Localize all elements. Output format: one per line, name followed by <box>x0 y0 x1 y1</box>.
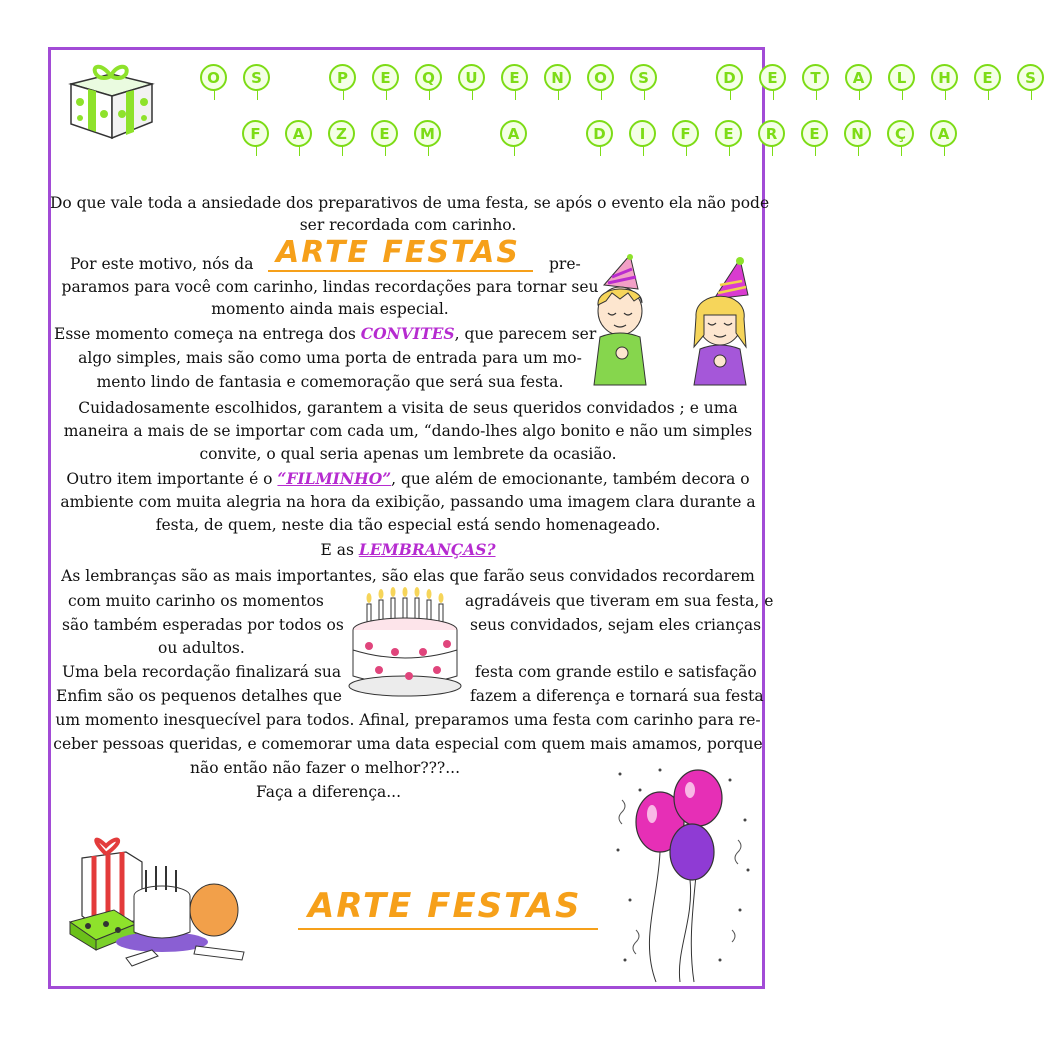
paragraph-line: algo simples, mais são como uma porta de entrada para um mo- <box>78 349 582 367</box>
title-letter-balloon: H <box>931 64 958 91</box>
title-letter-balloon: L <box>888 64 915 91</box>
brand-inline: ARTE FESTAS <box>276 235 520 270</box>
paragraph-line: festa, de quem, neste dia tão especial está sendo homenageado. <box>155 516 661 534</box>
paragraph-line: As lembranças são as mais importantes, são elas que farão seus convidados recordarem <box>61 567 755 585</box>
paragraph-line: maneira a mais de se importar com cada um, “dando-lhes algo bonito e não um simples <box>63 422 753 440</box>
paragraph-line: com muito carinho os momentos <box>68 592 324 610</box>
paragraph-line: convite, o qual seria apenas um lembrete da ocasião. <box>199 445 617 463</box>
title-space <box>543 120 570 147</box>
paragraph-line: fazem a diferença e tornará sua festa <box>470 687 764 705</box>
title-letter-balloon: F <box>242 120 269 147</box>
title-letter-balloon: A <box>500 120 527 147</box>
title-letter-balloon: U <box>458 64 485 91</box>
birthday-cake-icon <box>345 590 465 702</box>
paragraph-line: ceber pessoas queridas, e comemorar uma data especial com quem mais amamos, porque <box>53 735 763 753</box>
paragraph-line: Outro item importante é o “FILMINHO”, que além de emocionante, também decora o <box>66 469 750 488</box>
paragraph-line: E as LEMBRANÇAS? <box>320 540 496 559</box>
title-letter-balloon: Z <box>328 120 355 147</box>
paragraph-line: agradáveis que tiveram em sua festa, e <box>465 592 774 610</box>
brand-footer: ARTE FESTAS <box>308 886 582 926</box>
brand-underline <box>268 270 533 272</box>
paragraph-line: paramos para você com carinho, lindas recordações para tornar seu <box>61 278 599 296</box>
title-line-2 <box>242 120 973 147</box>
title-letter-balloon: E <box>759 64 786 91</box>
party-kids-icon <box>590 255 760 390</box>
title-space <box>673 64 700 91</box>
title-letter-balloon: R <box>758 120 785 147</box>
paragraph-line: Enfim são os pequenos detalhes que <box>56 687 342 705</box>
title-letter-balloon: Q <box>415 64 442 91</box>
brand-footer-underline <box>298 928 598 930</box>
paragraph-line: pre- <box>549 255 581 273</box>
paragraph-line: mento lindo de fantasia e comemoração que será sua festa. <box>96 373 564 391</box>
title-letter-balloon: P <box>329 64 356 91</box>
title-letter-balloon: N <box>544 64 571 91</box>
paragraph-line: seus convidados, sejam eles crianças <box>470 616 762 634</box>
title-letter-balloon: F <box>672 120 699 147</box>
title-letter-balloon: D <box>586 120 613 147</box>
paragraph-line: festa com grande estilo e satisfação <box>475 663 757 681</box>
title-letter-balloon: E <box>371 120 398 147</box>
title-letter-balloon: E <box>501 64 528 91</box>
balloons-icon <box>610 760 755 985</box>
paragraph-line: Esse momento começa na entrega dos CONVITES, que parecem ser <box>54 324 597 343</box>
paragraph-line: ser recordada com carinho. <box>299 216 517 234</box>
paragraph-line: Uma bela recordação finalizará sua <box>62 663 342 681</box>
paragraph-line: ambiente com muita alegria na hora da exibição, passando uma imagem clara durante a <box>60 493 756 511</box>
title-letter-balloon: N <box>844 120 871 147</box>
title-letter-balloon: D <box>716 64 743 91</box>
paragraph-line: um momento inesquecível para todos. Afinal, preparamos uma festa com carinho para re- <box>55 711 761 729</box>
paragraph-line: não então não fazer o melhor???... <box>190 759 461 777</box>
paragraph-line: Faça a diferença... <box>256 783 402 801</box>
paragraph-line: momento ainda mais especial. <box>211 300 449 318</box>
title-letter-balloon: E <box>974 64 1001 91</box>
title-letter-balloon: S <box>630 64 657 91</box>
title-space <box>457 120 484 147</box>
title-letter-balloon: M <box>414 120 441 147</box>
title-letter-balloon: I <box>629 120 656 147</box>
paragraph-line: Do que vale toda a ansiedade dos preparativos de uma festa, se após o evento ela não pode <box>50 194 770 212</box>
title-letter-balloon: E <box>715 120 742 147</box>
title-space <box>286 64 313 91</box>
title-line-1 <box>200 64 1060 91</box>
title-letter-balloon: A <box>930 120 957 147</box>
paragraph-line: Por este motivo, nós da <box>70 255 254 273</box>
title-letter-balloon: A <box>845 64 872 91</box>
title-letter-balloon: S <box>243 64 270 91</box>
title-letter-balloon: O <box>200 64 227 91</box>
title-letter-balloon: T <box>802 64 829 91</box>
paragraph-line: são também esperadas por todos os <box>62 616 344 634</box>
title-letter-balloon: O <box>587 64 614 91</box>
title-letter-balloon: A <box>285 120 312 147</box>
paragraph-line: ou adultos. <box>158 639 245 657</box>
gift-box-icon <box>66 62 156 142</box>
title-letter-balloon: Ç <box>887 120 914 147</box>
party-presents-icon <box>66 840 266 970</box>
paragraph-line: Cuidadosamente escolhidos, garantem a visita de seus queridos convidados ; e uma <box>78 399 738 417</box>
title-letter-balloon: S <box>1017 64 1044 91</box>
title-letter-balloon: E <box>372 64 399 91</box>
title-letter-balloon: E <box>801 120 828 147</box>
